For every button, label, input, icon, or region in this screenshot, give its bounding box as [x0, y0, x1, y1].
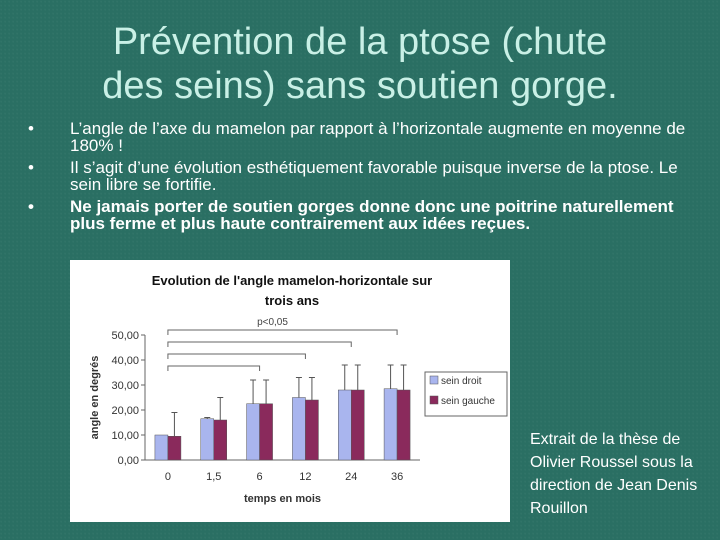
- bar-sein-gauche: [397, 390, 410, 460]
- bullet-item-2: [28, 159, 698, 193]
- bullet-icon: •: [28, 158, 34, 177]
- significance-bracket: [168, 366, 260, 371]
- title-line-2: des seins) sans soutien gorge.: [102, 65, 618, 107]
- bar-sein-droit: [155, 435, 168, 460]
- bar-sein-droit: [384, 389, 397, 460]
- x-tick-label: 6: [256, 471, 263, 483]
- y-tick-label: 50,00: [111, 330, 139, 342]
- chart-title-line-1: Evolution de l'angle mamelon-horizontale sur: [151, 273, 433, 288]
- chart-title-line-2: trois ans: [264, 293, 320, 308]
- significance-label: p<0,05: [257, 317, 288, 328]
- x-tick-label: 0: [164, 471, 171, 483]
- legend-label: sein droit: [441, 376, 482, 387]
- x-tick-label: 24: [345, 471, 358, 483]
- bar-sein-droit: [292, 398, 305, 461]
- source-caption: Extrait de la thèse de Olivier Roussel sous la direction de Jean Denis Rouillon: [530, 431, 698, 517]
- bullet-text-1: L’angle de l’axe du mamelon par rapport à l’horizontale augmente en moyenne de 180% !: [70, 119, 686, 155]
- legend-swatch: [430, 376, 438, 384]
- slide-title: [0, 20, 720, 108]
- x-tick-label: 36: [390, 471, 404, 483]
- significance-bracket: [168, 354, 306, 359]
- bullet-item-3: [28, 198, 698, 232]
- bar-sein-droit: [201, 419, 214, 460]
- legend-label: sein gauche: [441, 396, 495, 407]
- bar-sein-gauche: [351, 390, 364, 460]
- bullet-text-3: Ne jamais porter de soutien gorges donne donc une poitrine naturellement plus ferme et plus haute contrairement aux idées reçues.: [70, 197, 674, 233]
- y-tick-label: 40,00: [111, 355, 139, 367]
- y-tick-label: 10,00: [111, 430, 139, 442]
- x-tick-label: 1,5: [206, 471, 222, 483]
- chart-panel: [70, 260, 510, 522]
- title-line-1: Prévention de la ptose (chute: [112, 21, 608, 63]
- x-axis-label: temps en mois: [243, 493, 322, 505]
- bullet-icon: •: [28, 119, 34, 138]
- legend-swatch: [430, 396, 438, 404]
- bar-chart: [70, 260, 510, 522]
- bullet-icon: •: [28, 197, 34, 216]
- bar-sein-droit: [247, 404, 260, 460]
- bullet-text-2: Il s’agit d’une évolution esthétiquement favorable puisque inverse de la ptose. Le sein libre se fortifie.: [70, 158, 678, 194]
- significance-bracket: [168, 330, 397, 335]
- bar-sein-gauche: [168, 436, 181, 460]
- bar-sein-gauche: [305, 400, 318, 460]
- y-tick-label: 0,00: [117, 455, 139, 467]
- significance-bracket: [168, 342, 351, 347]
- y-axis-label: angle en degrés: [89, 355, 101, 440]
- bullet-list: [28, 120, 698, 237]
- bullet-item-1: [28, 120, 698, 154]
- y-tick-label: 30,00: [111, 380, 139, 392]
- bar-sein-droit: [338, 390, 351, 460]
- y-tick-label: 20,00: [111, 405, 139, 417]
- x-tick-label: 12: [299, 471, 312, 483]
- bar-sein-gauche: [214, 420, 227, 460]
- bar-sein-gauche: [260, 404, 273, 460]
